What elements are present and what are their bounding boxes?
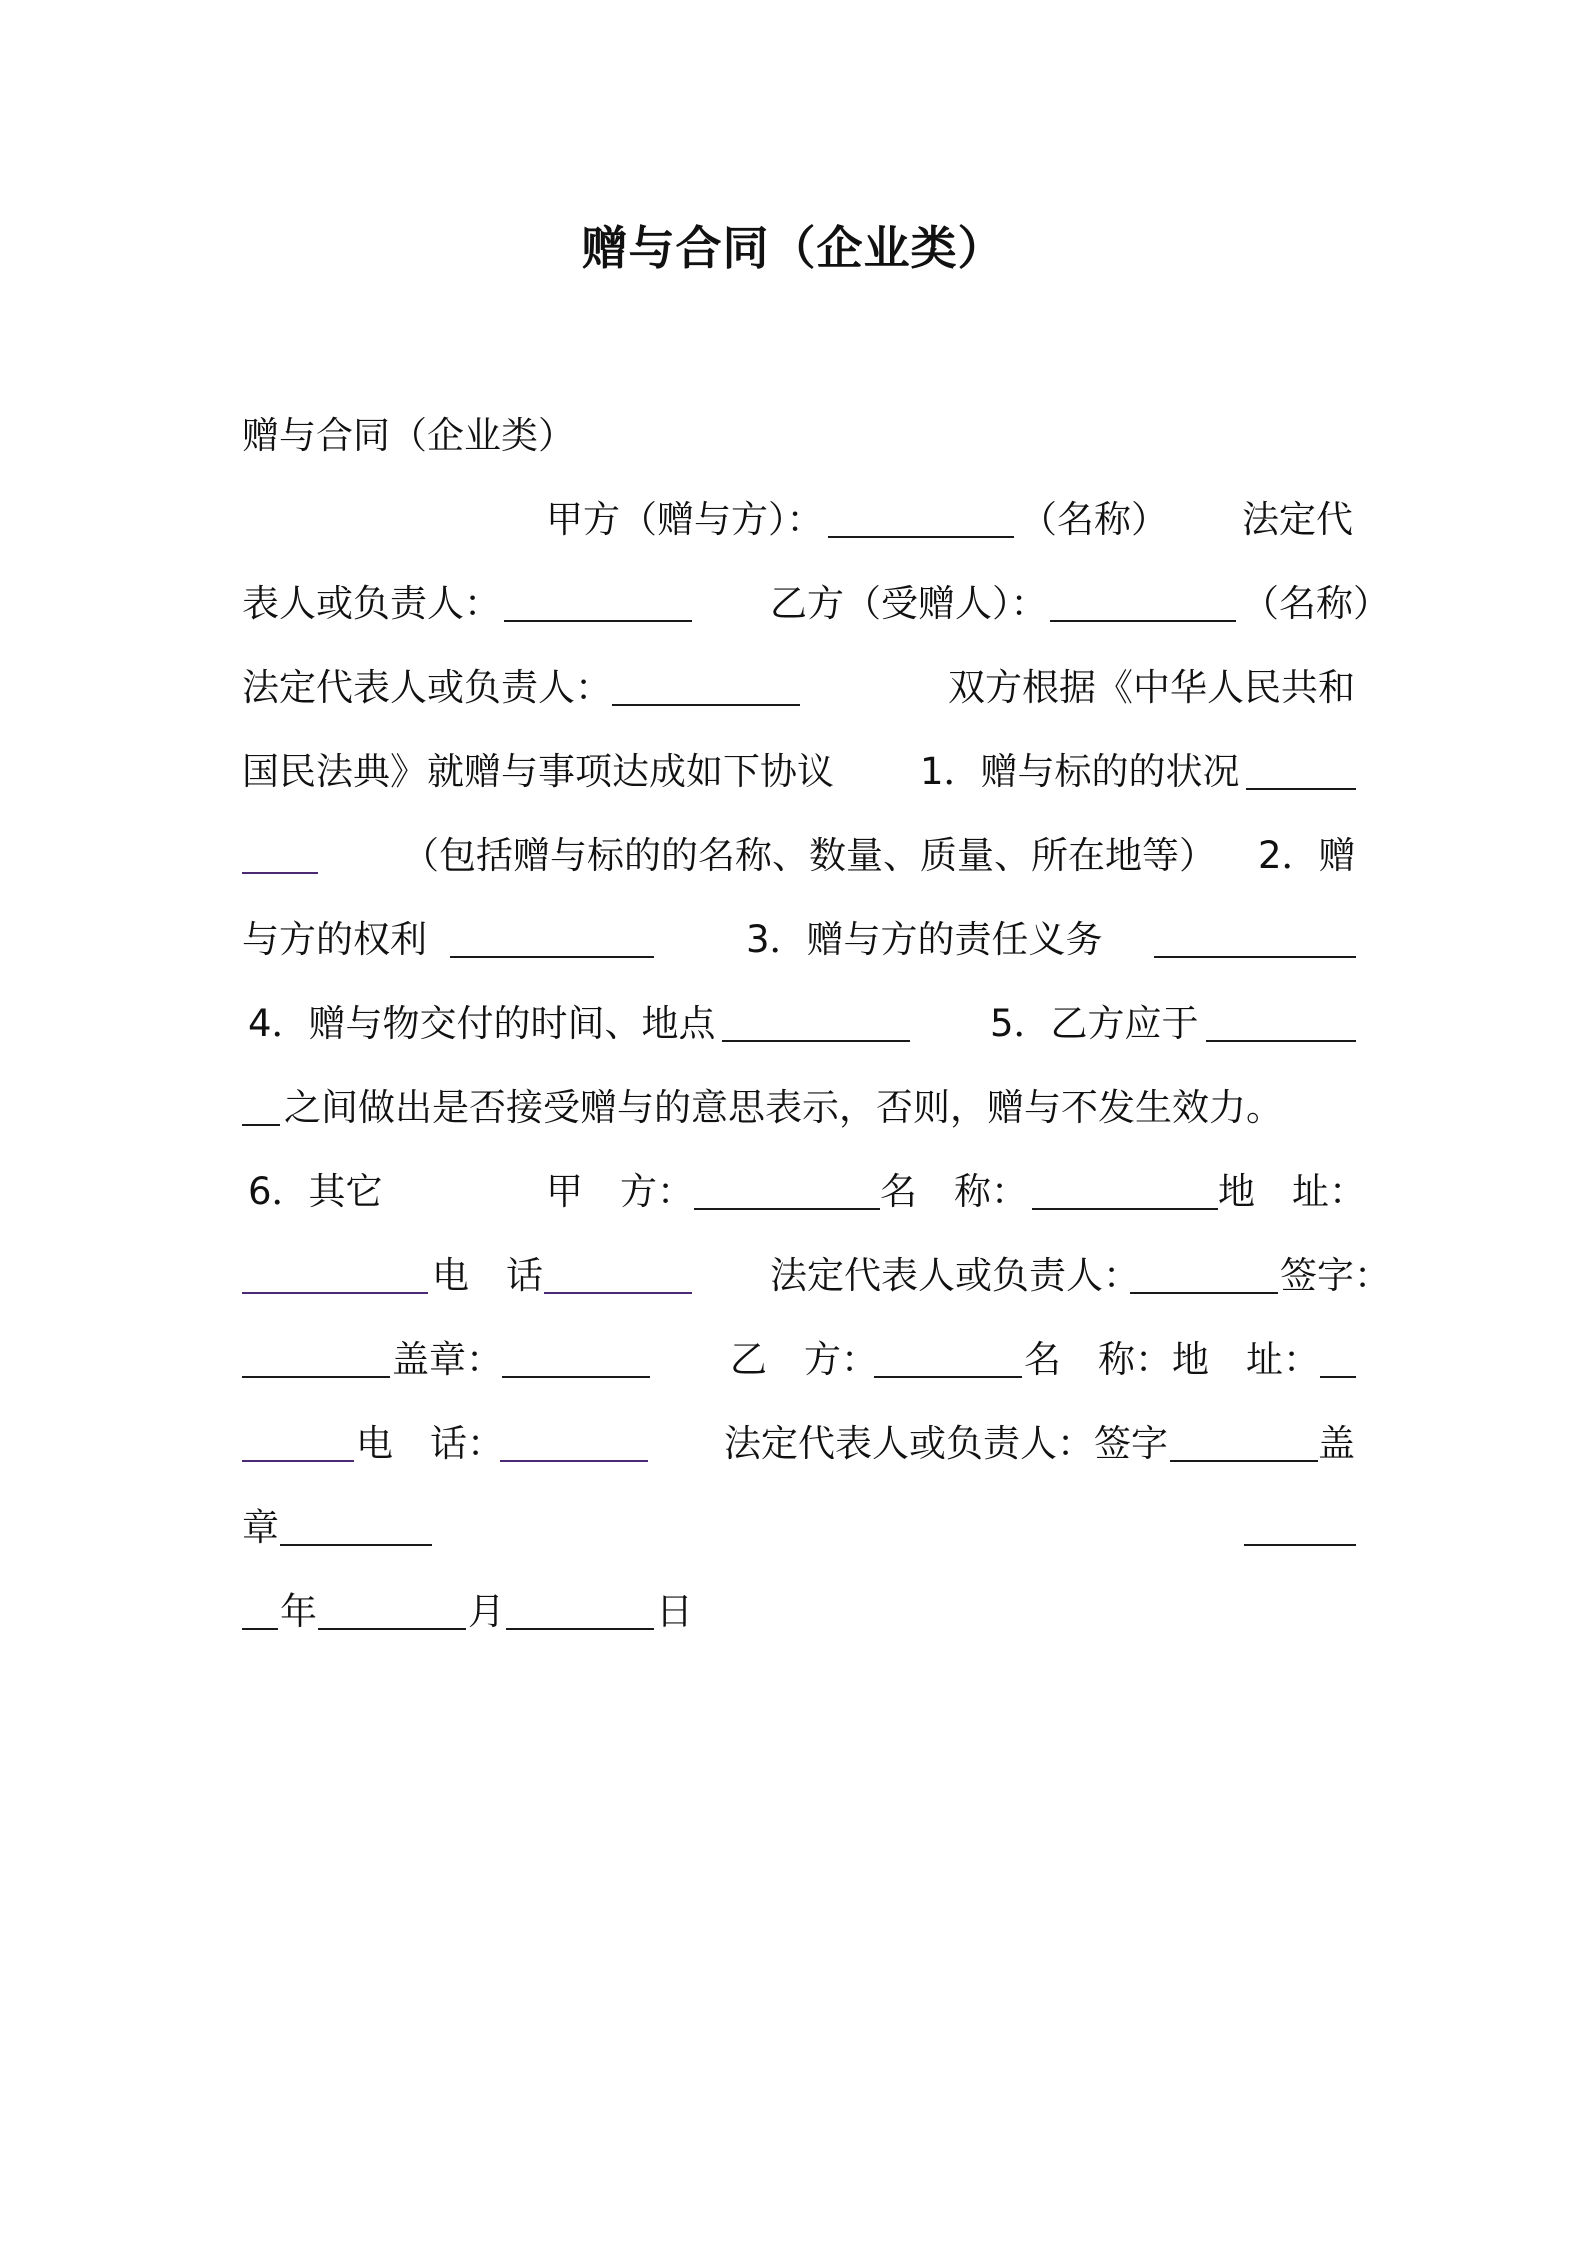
date-month-label: 月 <box>468 1590 505 1633</box>
clause-4-label: 4．赠与物交付的时间、地点 <box>248 1002 716 1045</box>
name-label-b: （名称） <box>1242 582 1390 625</box>
sign-address-label-a: 地 址： <box>1218 1170 1366 1213</box>
doc-line-10 <box>0 1162 1586 1222</box>
sign-rep-blank-a[interactable] <box>1130 1246 1278 1306</box>
sign-phone-label-a: 电 话 <box>432 1254 543 1297</box>
sign-address-blank-b[interactable] <box>1320 1330 1356 1390</box>
doc-line-2 <box>0 490 1586 550</box>
party-b-rep-blank[interactable] <box>612 658 800 718</box>
clause-3-blank[interactable] <box>1154 910 1356 970</box>
subtitle-text: 赠与合同（企业类） <box>242 414 575 457</box>
doc-line-14 <box>0 1498 1586 1558</box>
party-a-name-blank[interactable] <box>828 490 1014 550</box>
party-b-name-blank[interactable] <box>1050 574 1236 634</box>
doc-line-7 <box>0 910 1586 970</box>
clause-2-label-start: 2．赠 <box>1258 834 1356 877</box>
sign-phone-blank-b[interactable] <box>500 1414 648 1474</box>
sign-address-blank-b-cont[interactable] <box>242 1414 354 1474</box>
clause-5-blank[interactable] <box>1206 994 1356 1054</box>
sign-seal-blank-a[interactable] <box>502 1330 650 1390</box>
party-a-rep-blank[interactable] <box>504 574 692 634</box>
doc-line-11 <box>0 1246 1586 1306</box>
clause-5-label: 5．乙方应于 <box>990 1002 1199 1045</box>
doc-line-6 <box>0 826 1586 886</box>
basis-clause-end: 国民法典》就赠与事项达成如下协议 <box>242 750 834 793</box>
basis-clause-start: 双方根据《中华人民共和 <box>948 666 1355 709</box>
doc-line-3 <box>0 574 1586 634</box>
clause-4-blank[interactable] <box>722 994 910 1054</box>
legal-rep-label-end: 表人或负责人： <box>242 582 501 625</box>
clause-1-blank[interactable] <box>1246 742 1356 802</box>
sign-phone-blank-a[interactable] <box>544 1246 692 1306</box>
sign-party-a-blank[interactable] <box>694 1162 880 1222</box>
name-label: （名称） <box>1020 498 1168 541</box>
clause-2-label-end: 与方的权利 <box>242 918 427 961</box>
sign-seal-label-a: 盖章： <box>392 1338 503 1381</box>
date-day-label: 日 <box>656 1590 693 1633</box>
sign-signature-blank-a[interactable] <box>242 1330 390 1390</box>
doc-line-13 <box>0 1414 1586 1474</box>
clause-1-blank-cont[interactable] <box>242 826 318 886</box>
date-year-blank[interactable] <box>1244 1498 1356 1558</box>
date-year-label: 年 <box>280 1590 317 1633</box>
clause-1-label: 1．赠与标的的状况 <box>920 750 1240 793</box>
party-a-label: 甲方（赠与方）： <box>546 498 824 541</box>
sign-address-blank-a[interactable] <box>242 1246 428 1306</box>
doc-line-8 <box>0 994 1586 1054</box>
doc-line-1 <box>0 406 1586 466</box>
sign-name-blank-a[interactable] <box>1032 1162 1218 1222</box>
date-month-blank[interactable] <box>318 1582 466 1642</box>
doc-line-9 <box>0 1078 1586 1138</box>
sign-seal-label-b-end: 章 <box>242 1506 279 1549</box>
clause-6-label: 6．其它 <box>248 1170 383 1213</box>
doc-line-4 <box>0 658 1586 718</box>
doc-line-5 <box>0 742 1586 802</box>
clause-2-blank[interactable] <box>450 910 654 970</box>
clause-1-note: （包括赠与标的的名称、数量、质量、所在地等） <box>402 834 1216 877</box>
clause-5-blank-cont[interactable] <box>242 1078 280 1138</box>
date-day-blank[interactable] <box>506 1582 654 1642</box>
sign-party-b-label: 乙 方： <box>730 1338 878 1381</box>
sign-signature-label-a: 签字： <box>1280 1254 1391 1297</box>
sign-rep-label-a: 法定代表人或负责人： <box>770 1254 1140 1297</box>
doc-line-15 <box>0 1582 1586 1642</box>
doc-line-12 <box>0 1330 1586 1390</box>
clause-5-text: 之间做出是否接受赠与的意思表示，否则，赠与不发生效力。 <box>284 1086 1283 1129</box>
sign-name-address-label-b: 名 称：地 址： <box>1024 1338 1320 1381</box>
sign-signature-blank-b[interactable] <box>1170 1414 1318 1474</box>
party-b-label: 乙方（受赠人）： <box>770 582 1048 625</box>
sign-rep-signature-label-b: 法定代表人或负责人：签字 <box>724 1422 1168 1465</box>
clause-3-label: 3．赠与方的责任义务 <box>746 918 1103 961</box>
date-year-blank-cont[interactable] <box>242 1582 278 1642</box>
sign-seal-blank-b[interactable] <box>280 1498 432 1558</box>
sign-name-label-a: 名 称： <box>880 1170 1028 1213</box>
document-title: 赠与合同（企业类） <box>581 221 1005 275</box>
sign-party-b-blank[interactable] <box>874 1330 1022 1390</box>
legal-rep-label-start: 法定代 <box>1242 498 1353 541</box>
sign-seal-label-b-start: 盖 <box>1318 1422 1355 1465</box>
sign-phone-label-b: 电 话： <box>356 1422 504 1465</box>
sign-party-a-label: 甲 方： <box>546 1170 694 1213</box>
party-b-rep-label: 法定代表人或负责人： <box>242 666 612 709</box>
